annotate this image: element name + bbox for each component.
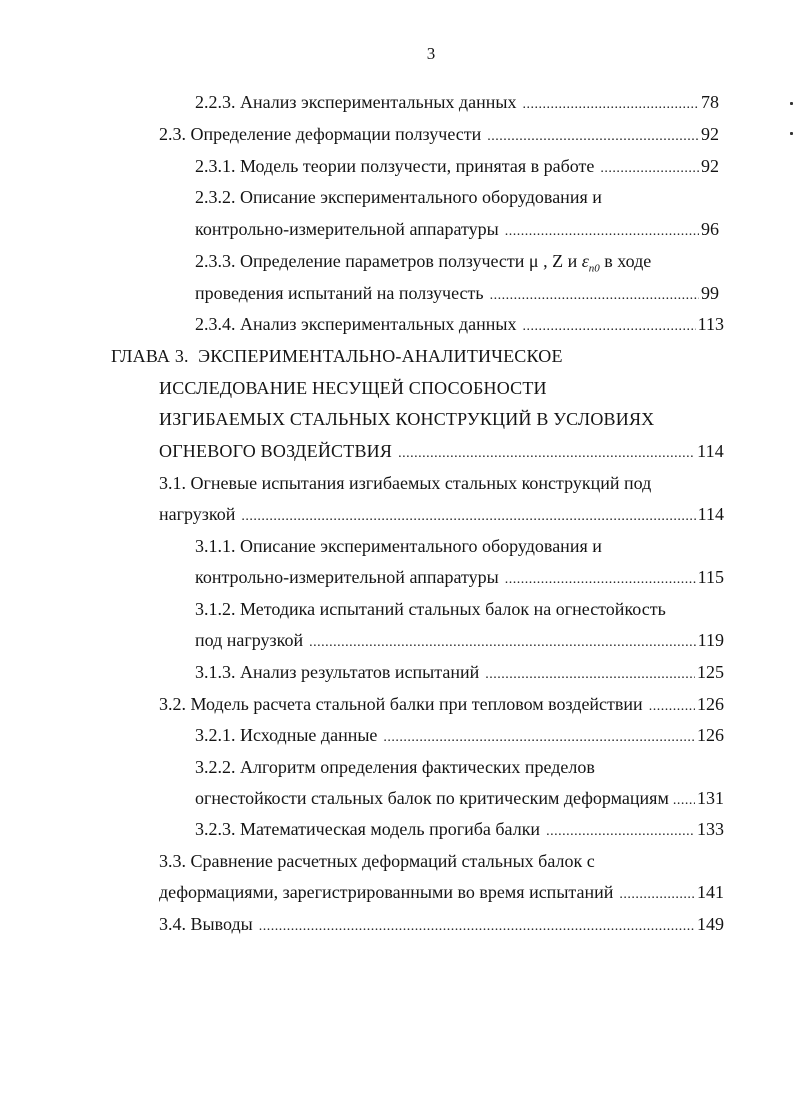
- toc-entry-title: 3.1.1. Описание экспериментального оборудования и: [195, 536, 602, 556]
- toc-entry-3-2: [159, 691, 724, 717]
- toc-entry-title: 3.2. Модель расчета стальной балки при тепловом воздействии: [159, 694, 643, 714]
- toc-chapter-3-line4: [159, 438, 724, 464]
- toc-entry-2-3-3-line1: [195, 248, 719, 274]
- toc-leader-dots: [546, 819, 695, 845]
- toc-entry-title: 3.2.2. Алгоритм определения фактических пределов: [195, 757, 595, 777]
- toc-entry-page: 114: [697, 504, 724, 524]
- toc-entry-page: 133: [697, 819, 724, 839]
- toc-entry-title-part: в ходе: [604, 251, 652, 271]
- toc-leader-dots: [383, 725, 695, 751]
- toc-entry-page: 113: [697, 314, 724, 334]
- toc-entry-page: 78: [701, 92, 719, 112]
- toc-entry-3-1-2-line2: [195, 627, 724, 653]
- toc-entry-title-continuation: огнестойкости стальных балок по критическим деформациям: [195, 788, 669, 808]
- toc-entry-title: 2.3. Определение деформации ползучести: [159, 124, 482, 144]
- toc-leader-dots: [505, 219, 699, 245]
- toc-entry-2-3-2-line2: [195, 216, 719, 242]
- toc-entry-3-2-2-line1: [195, 754, 724, 780]
- toc-entry-3-1-2-line1: [195, 596, 724, 622]
- toc-entry-title: 3.1. Огневые испытания изгибаемых стальных конструкций под: [159, 473, 652, 493]
- toc-entry-title: 2.2.3. Анализ экспериментальных данных: [195, 92, 517, 112]
- chapter-heading-continuation: ИЗГИБАЕМЫХ СТАЛЬНЫХ КОНСТРУКЦИЙ В УСЛОВИЯХ: [159, 409, 655, 429]
- toc-entry-title-continuation: контрольно-измерительной аппаратуры: [195, 567, 499, 587]
- toc-entry-title-continuation: под нагрузкой: [195, 630, 304, 650]
- toc-leader-dots: [505, 567, 696, 593]
- epsilon-symbol: ε: [581, 251, 589, 271]
- toc-leader-dots: [649, 694, 695, 720]
- toc-leader-dots: [600, 156, 699, 182]
- epsilon-subscript: n0: [588, 262, 600, 275]
- toc-entry-title-continuation: проведения испытаний на ползучесть: [195, 283, 484, 303]
- toc-entry-title-part: 2.3.3. Определение параметров ползучести μ , Z и: [195, 251, 578, 271]
- chapter-heading-continuation: ИССЛЕДОВАНИЕ НЕСУЩЕЙ СПОСОБНОСТИ: [159, 378, 547, 398]
- toc-leader-dots: [522, 92, 699, 118]
- toc-entry-2-3-3-line2: [195, 280, 719, 306]
- toc-entry-3-1-line1: [159, 470, 724, 496]
- toc-entry-3-2-2-line2: [195, 785, 724, 811]
- toc-entry-3-2-3: [195, 816, 724, 842]
- toc-leader-dots: [487, 124, 699, 150]
- toc-entry-3-1-1-line1: [195, 533, 724, 559]
- toc-entry-page: 119: [697, 630, 724, 650]
- toc-entry-title-continuation: деформациями, зарегистрированными во время испытаний: [159, 882, 614, 902]
- toc-entry-page: 114: [697, 441, 724, 461]
- toc-entry-3-2-1: [195, 722, 724, 748]
- toc-entry-2-2-3: [195, 89, 719, 115]
- toc-entry-page: 126: [697, 725, 724, 745]
- toc-entry-2-3-1: [195, 153, 719, 179]
- toc-entry-page: 92: [701, 156, 719, 176]
- toc-entry-title: 2.3.4. Анализ экспериментальных данных: [195, 314, 517, 334]
- toc-entry-title: 3.2.3. Математическая модель прогиба балки: [195, 819, 541, 839]
- toc-entry-3-1-3: [195, 659, 724, 685]
- toc-chapter-3-line1: [111, 343, 724, 369]
- toc-entry-page: 126: [697, 694, 724, 714]
- toc-entry-2-3: [159, 121, 719, 147]
- chapter-heading-continuation: ОГНЕВОГО ВОЗДЕЙСТВИЯ: [159, 441, 393, 461]
- toc-entry-title: 3.1.2. Методика испытаний стальных балок на огнестойкость: [195, 599, 666, 619]
- toc-entry-title: 3.4. Выводы: [159, 914, 253, 934]
- toc-leader-dots: [398, 441, 695, 467]
- page-number: 3: [426, 44, 436, 63]
- toc-chapter-3-line3: [159, 406, 724, 432]
- toc-entry-page: 125: [697, 662, 724, 682]
- toc-leader-dots: [309, 630, 696, 656]
- toc-leader-dots: [522, 314, 695, 340]
- toc-entry-page: 99: [701, 283, 719, 303]
- toc-entry-title: [195, 248, 651, 282]
- toc-entry-title-continuation: нагрузкой: [159, 504, 236, 524]
- chapter-heading: ГЛАВА 3. ЭКСПЕРИМЕНТАЛЬНО-АНАЛИТИЧЕСКОЕ: [111, 346, 563, 366]
- toc-entry-title: 3.2.1. Исходные данные: [195, 725, 378, 745]
- toc-entry-page: 141: [697, 882, 724, 902]
- toc-chapter-3-line2: [159, 375, 724, 401]
- toc-leader-dots: [259, 914, 695, 940]
- toc-entry-2-3-4: [195, 311, 724, 337]
- toc-entry-title: 2.3.1. Модель теории ползучести, принятая в работе: [195, 156, 595, 176]
- toc-entry-3-3-line2: [159, 879, 724, 905]
- toc-leader-dots: [619, 882, 695, 908]
- toc-leader-dots: [673, 788, 695, 814]
- toc-leader-dots: [490, 283, 699, 309]
- toc-entry-title: 2.3.2. Описание экспериментального оборудования и: [195, 187, 602, 207]
- toc-entry-page: 92: [701, 124, 719, 144]
- toc-entry-page: 149: [697, 914, 724, 934]
- toc-leader-dots: [241, 504, 695, 530]
- toc-entry-title: 3.3. Сравнение расчетных деформаций стальных балок с: [159, 851, 595, 871]
- toc-entry-3-1-line2: [159, 501, 724, 527]
- toc-entry-2-3-2-line1: [195, 184, 719, 210]
- toc-entry-3-4: [159, 911, 724, 937]
- toc-entry-3-1-1-line2: [195, 564, 724, 590]
- toc-entry-3-3-line1: [159, 848, 724, 874]
- scan-speck: [790, 132, 793, 135]
- toc-entry-title: 3.1.3. Анализ результатов испытаний: [195, 662, 480, 682]
- scan-speck: [790, 102, 793, 105]
- toc-entry-page: 96: [701, 219, 719, 239]
- toc-leader-dots: [485, 662, 695, 688]
- toc-entry-page: 131: [697, 788, 724, 808]
- toc-entry-page: 115: [697, 567, 724, 587]
- toc-entry-title-continuation: контрольно-измерительной аппаратуры: [195, 219, 499, 239]
